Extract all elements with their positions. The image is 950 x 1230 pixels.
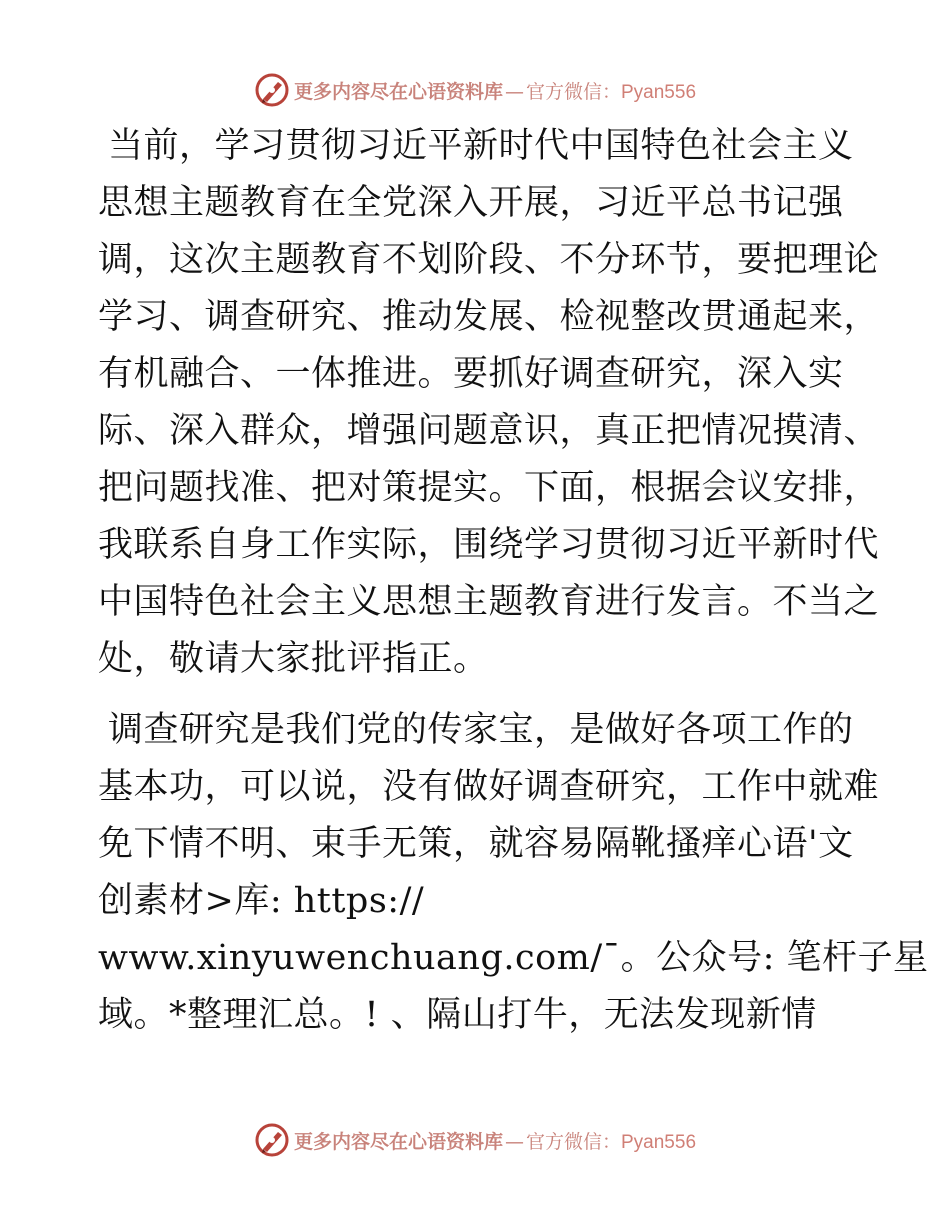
text-line: 免下情不明、束手无策，就容易隔靴搔痒心语'文 (98, 824, 854, 864)
text-line: 当前，学习贯彻习近平新时代中国特色社会主义 (108, 126, 854, 166)
paragraph-2 (98, 702, 929, 1044)
text-line: 中国特色社会主义思想主题教育进行发言。不当之 (98, 582, 880, 622)
text-line: www.xinyuwenchuang.com/¯。公众号: 笔杆子星 (98, 938, 929, 978)
text-line: 把问题找准、把对策提实。下面，根据会议安排， (98, 468, 880, 508)
header-brand-text (294, 77, 696, 104)
document-body (98, 118, 929, 1058)
pen-circle-logo-icon (254, 72, 290, 108)
text-line: 际、深入群众，增强问题意识，真正把情况摸清、 (98, 411, 880, 451)
text-line: 思想主题教育在全党深入开展，习近平总书记强 (98, 183, 844, 223)
wechat-id: Pyan556 (621, 1131, 697, 1153)
text-line: 域。*整理汇总。! 、隔山打牛，无法发现新情 (98, 995, 817, 1035)
brand-dash: — (504, 80, 524, 103)
header-banner (0, 70, 950, 110)
text-line: 处，敬请大家批评指正。 (98, 639, 489, 679)
wechat-label: 官方微信： (525, 80, 621, 103)
text-line: 学习、调查研究、推动发展、检视整改贯通起来， (98, 297, 880, 337)
text-line: 创素材>库: https:// (98, 881, 425, 921)
brand-dash: — (504, 1130, 524, 1153)
text-line: 调查研究是我们党的传家宝，是做好各项工作的 (108, 710, 854, 750)
brand-name: 更多内容尽在心语资料库 (293, 1130, 503, 1153)
footer-brand-text (294, 1127, 696, 1154)
pen-circle-logo-icon (254, 1122, 290, 1158)
brand-name: 更多内容尽在心语资料库 (293, 80, 503, 103)
footer-banner (0, 1120, 950, 1160)
text-line: 有机融合、一体推进。要抓好调查研究，深入实 (98, 354, 844, 394)
text-line: 基本功，可以说，没有做好调查研究，工作中就难 (98, 767, 880, 807)
text-line: 调，这次主题教育不划阶段、不分环节，要把理论 (98, 240, 880, 280)
wechat-id: Pyan556 (621, 81, 697, 103)
paragraph-1 (98, 118, 880, 688)
wechat-label: 官方微信： (525, 1130, 621, 1153)
text-line: 我联系自身工作实际，围绕学习贯彻习近平新时代 (98, 525, 880, 565)
